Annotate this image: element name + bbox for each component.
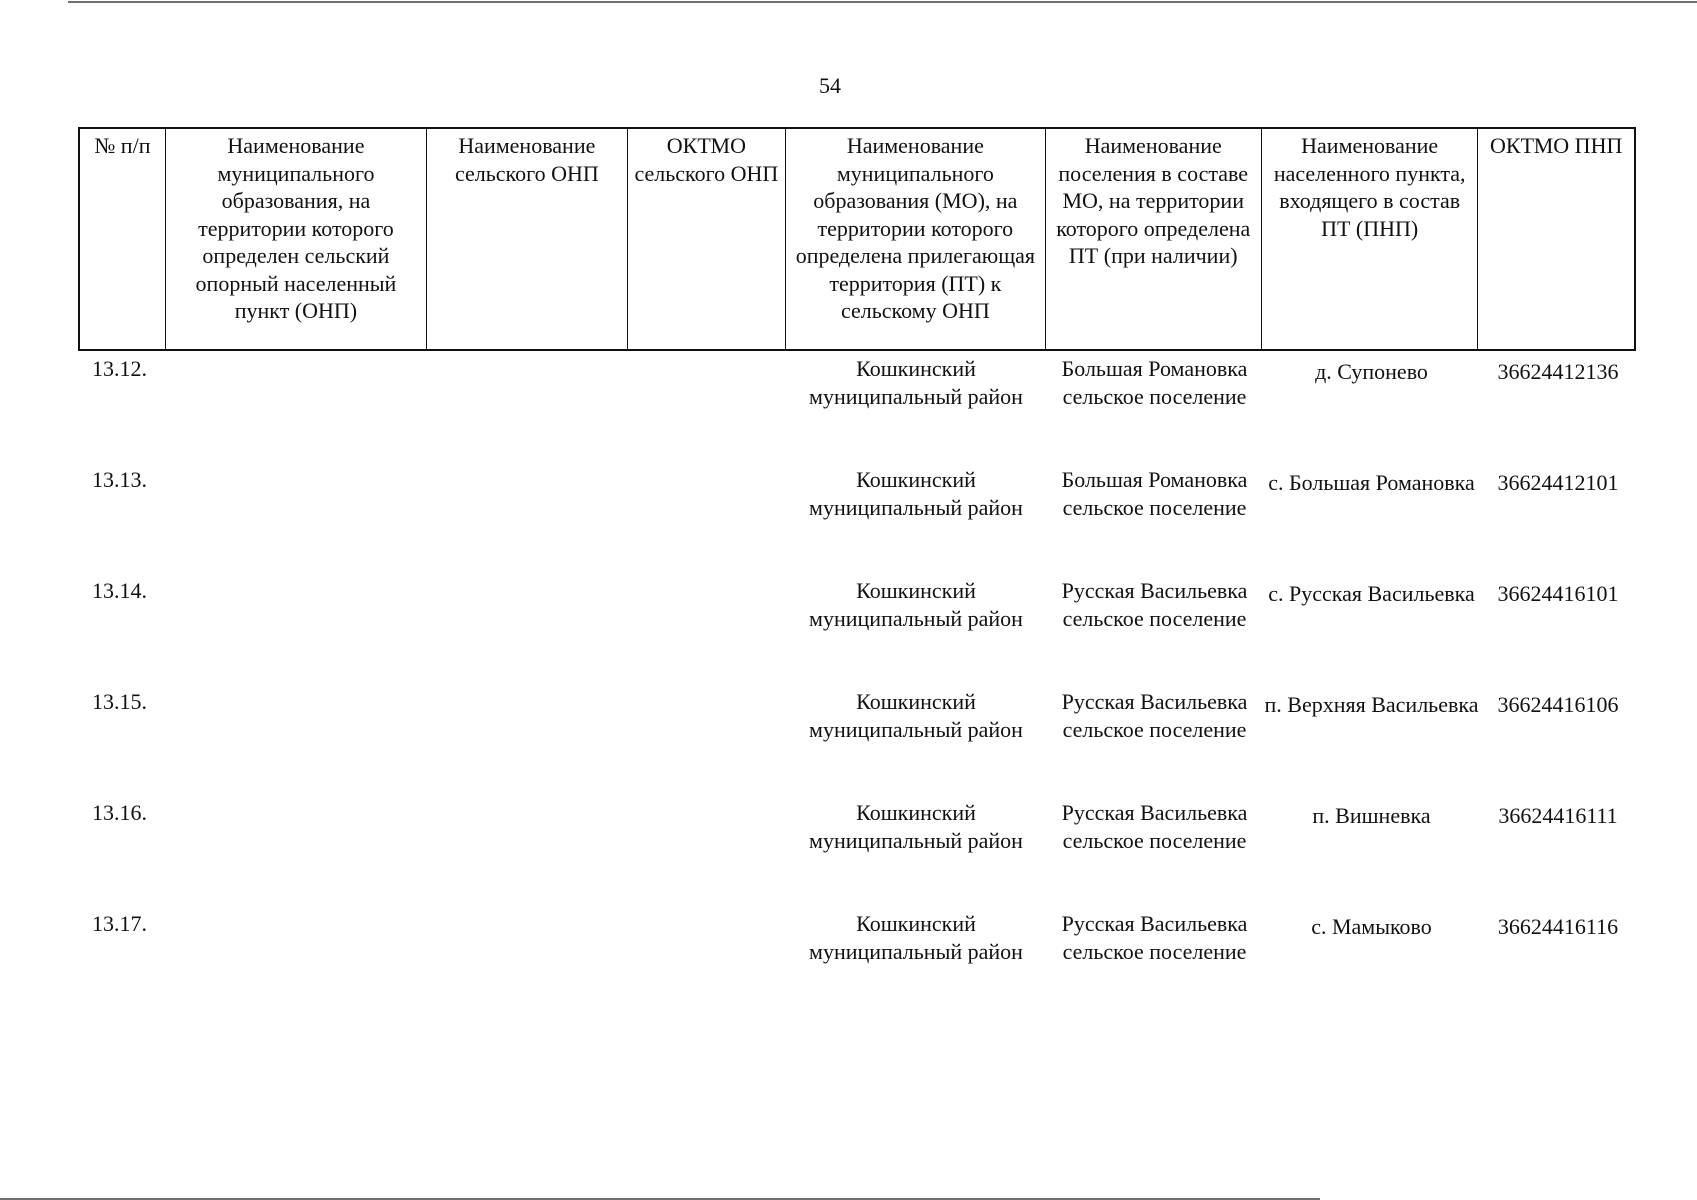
row-number: 13.13.	[92, 467, 147, 492]
header-mo-pt: Наименование муниципального образования (МО), на территории которого определена прилегающая территория (ПТ) к сельскому ОНП	[786, 129, 1045, 349]
header-number: № п/п	[80, 129, 166, 349]
row-oktmo-pnp: 36624416106	[1497, 692, 1619, 717]
row-settlement: Большая Романовка сельское поселение	[1061, 356, 1248, 409]
row-mo-onp	[164, 466, 426, 577]
row-mo-onp	[164, 799, 426, 910]
top-scan-rule	[68, 1, 1697, 3]
row-settlement: Русская Васильевка сельское поселение	[1061, 689, 1248, 742]
row-locality: д. Супонево	[1315, 359, 1428, 384]
row-settlement: Русская Васильевка сельское поселение	[1061, 911, 1248, 964]
row-oktmo-pnp: 36624416116	[1497, 914, 1619, 939]
row-locality: с. Мамыково	[1311, 914, 1432, 939]
table-header	[78, 127, 1636, 351]
row-oktmo-onp	[627, 688, 786, 799]
row-oktmo-pnp: 36624412101	[1497, 470, 1619, 495]
row-locality: с. Большая Романовка	[1268, 470, 1475, 495]
table-row	[78, 688, 1636, 799]
row-locality: п. Вишневка	[1312, 803, 1431, 828]
row-oktmo-onp	[627, 910, 786, 1021]
row-settlement: Большая Романовка сельское поселение	[1061, 467, 1248, 520]
row-mo-onp	[164, 355, 426, 466]
row-mo-pt: Кошкинский муниципальный район	[809, 911, 1023, 964]
row-mo-pt: Кошкинский муниципальный район	[809, 689, 1023, 742]
row-mo-onp	[164, 910, 426, 1021]
row-locality: п. Верхняя Васильевка	[1264, 692, 1479, 717]
row-onp-name	[426, 466, 627, 577]
row-oktmo-pnp: 36624412136	[1497, 359, 1619, 384]
row-settlement: Русская Васильевка сельское поселение	[1061, 578, 1248, 631]
table-row	[78, 577, 1636, 688]
row-onp-name	[426, 910, 627, 1021]
row-number: 13.16.	[92, 800, 147, 825]
row-mo-pt: Кошкинский муниципальный район	[809, 578, 1023, 631]
row-onp-name	[426, 355, 627, 466]
header-onp-name: Наименование сельского ОНП	[427, 129, 627, 349]
header-oktmo-pnp: ОКТМО ПНП	[1490, 133, 1623, 158]
page-number: 54	[819, 73, 841, 98]
row-onp-name	[426, 688, 627, 799]
row-mo-pt: Кошкинский муниципальный район	[809, 467, 1023, 520]
table-row	[78, 355, 1636, 466]
row-mo-pt: Кошкинский муниципальный район	[809, 356, 1023, 409]
row-mo-onp	[164, 577, 426, 688]
row-onp-name	[426, 799, 627, 910]
header-oktmo-onp: ОКТМО сельского ОНП	[628, 129, 787, 349]
header-mo-onp: Наименование муниципального образования, на территории которого определен сельский опорный населенный пункт (ОНП)	[166, 129, 427, 349]
row-mo-onp	[164, 688, 426, 799]
row-oktmo-onp	[627, 355, 786, 466]
table-body	[78, 355, 1636, 1021]
row-settlement: Русская Васильевка сельское поселение	[1061, 800, 1248, 853]
row-oktmo-onp	[627, 799, 786, 910]
row-oktmo-onp	[627, 466, 786, 577]
row-oktmo-pnp: 36624416101	[1497, 581, 1619, 606]
table-row	[78, 799, 1636, 910]
row-oktmo-pnp: 36624416111	[1498, 803, 1618, 828]
row-number: 13.17.	[92, 911, 147, 936]
row-number: 13.14.	[92, 578, 147, 603]
row-oktmo-onp	[627, 577, 786, 688]
row-onp-name	[426, 577, 627, 688]
header-settlement: Наименование поселения в составе МО, на территории которого определена ПТ (при наличии)	[1046, 129, 1262, 349]
header-locality: Наименование населенного пункта, входящего в состав ПТ (ПНП)	[1262, 129, 1478, 349]
table-row	[78, 466, 1636, 577]
table-row	[78, 910, 1636, 1021]
row-number: 13.15.	[92, 689, 147, 714]
row-locality: с. Русская Васильевка	[1268, 581, 1475, 606]
row-mo-pt: Кошкинский муниципальный район	[809, 800, 1023, 853]
row-number: 13.12.	[92, 356, 147, 381]
